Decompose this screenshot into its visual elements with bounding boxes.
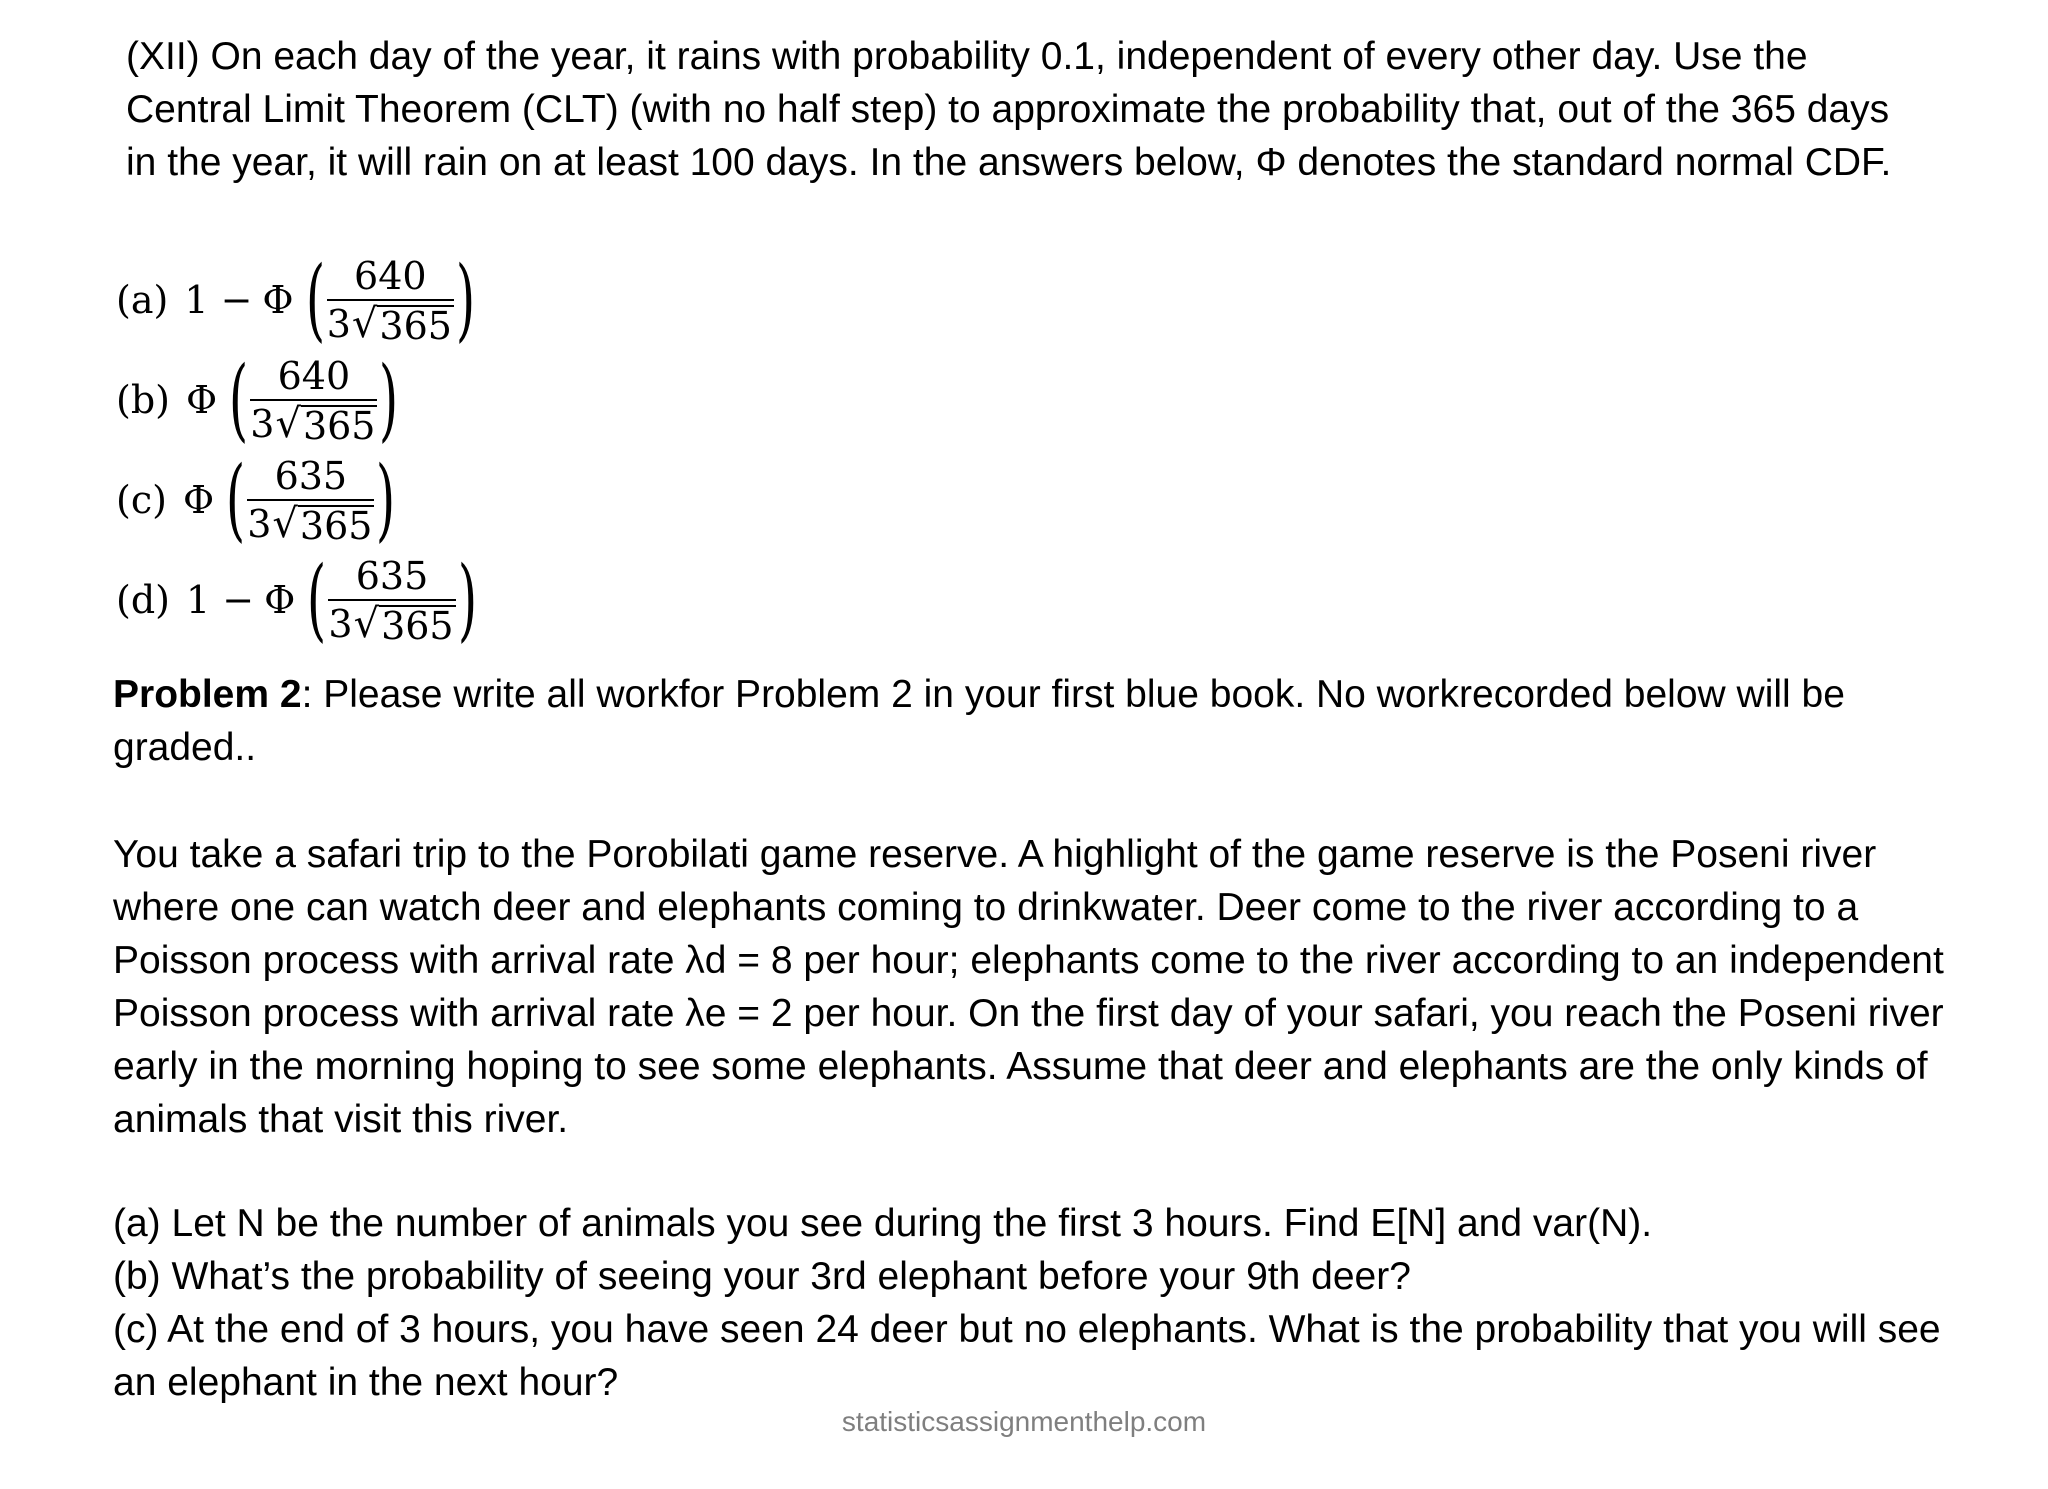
denominator [326,301,454,348]
sqrt-icon: √ [272,501,298,547]
sqrt-icon: √ [275,401,301,447]
radicand: 365 [299,504,373,548]
fraction [247,454,374,548]
numerator: 635 [274,454,348,498]
fraction [328,554,455,648]
left-paren: ( [225,447,246,552]
coefficient: 3 [328,602,353,646]
choice-prefix: 1 − [184,278,253,322]
phi-symbol: Φ [182,478,215,522]
phi-symbol: Φ [262,278,294,322]
choice-d [116,547,485,652]
phi-symbol: Φ [185,378,218,422]
choice-label: (c) [116,478,167,522]
problem-2-heading: Problem 2 [113,673,302,716]
right-paren: ) [455,247,476,352]
left-paren: ( [229,347,249,452]
right-paren: ) [379,347,399,452]
fraction [250,354,377,448]
right-paren: ) [457,547,477,652]
fraction [326,254,454,348]
choice-label: (b) [116,378,170,422]
left-paren: ( [305,247,325,352]
sqrt-icon: √ [353,601,380,647]
left-paren: ( [307,547,327,652]
coefficient: 3 [326,302,351,346]
numerator: 635 [355,554,429,598]
coefficient: 3 [250,402,275,446]
problem-2-parts [113,1197,1963,1409]
numerator: 640 [354,254,427,298]
problem-2-instruction [113,668,1963,774]
radicand: 365 [381,604,454,648]
denominator [328,601,455,648]
footer-website: statisticsassignmenthelp.com [841,1406,1207,1437]
choice-b [116,347,407,452]
numerator: 640 [277,354,351,398]
choice-prefix: 1 − [185,578,255,622]
radicand: 365 [302,404,376,448]
problem-2-instruction-text: : Please write all workfor Problem 2 in your first blue book. No workrecorded below will be graded.. [113,673,1845,769]
choice-label: (d) [116,578,170,622]
sqrt-icon: √ [351,301,378,347]
phi-symbol: Φ [264,578,296,622]
part-c: (c) At the end of 3 hours, you have seen 24 deer but no elephants. What is the probability that you will see an elephant in the next hour? [113,1308,1941,1404]
problem-2-body: You take a safari trip to the Porobilati game reserve. A highlight of the game reserve is the Poseni river where one can watch deer and elephants coming to drinkwater. Deer come to the river according to a Poisson process with arrival rate λd = 8 per hour; elephants come to the river according to an independent Poisson process with arrival rate λe = 2 per hour. On the first day of your safari, you reach the Poseni river early in the morning hoping to see some elephants. Assume that deer and elephants are the only kinds of animals that visit this river. [113,833,1944,1141]
denominator [247,501,374,548]
part-a: (a) Let N be the number of animals you see during the first 3 hours. Find E[N] and var(N). [113,1202,1653,1245]
part-b: (b) What’s the probability of seeing your 3rd elephant before your 9th deer? [113,1255,1411,1298]
denominator [250,401,377,448]
question-xii-text: (XII) On each day of the year, it rains with probability 0.1, independent of every other day. Use the Central Limit Theorem (CLT) (with no half step) to approximate the probability that, out of the 365 days in the year, it will rain on at least 100 days. In the answers below, Φ denotes the standard normal CDF. [126,35,1892,184]
right-paren: ) [376,447,396,552]
choice-c [116,447,404,552]
choice-label: (a) [116,278,169,322]
radicand: 365 [379,304,452,348]
coefficient: 3 [247,502,272,546]
choice-a [116,247,483,352]
